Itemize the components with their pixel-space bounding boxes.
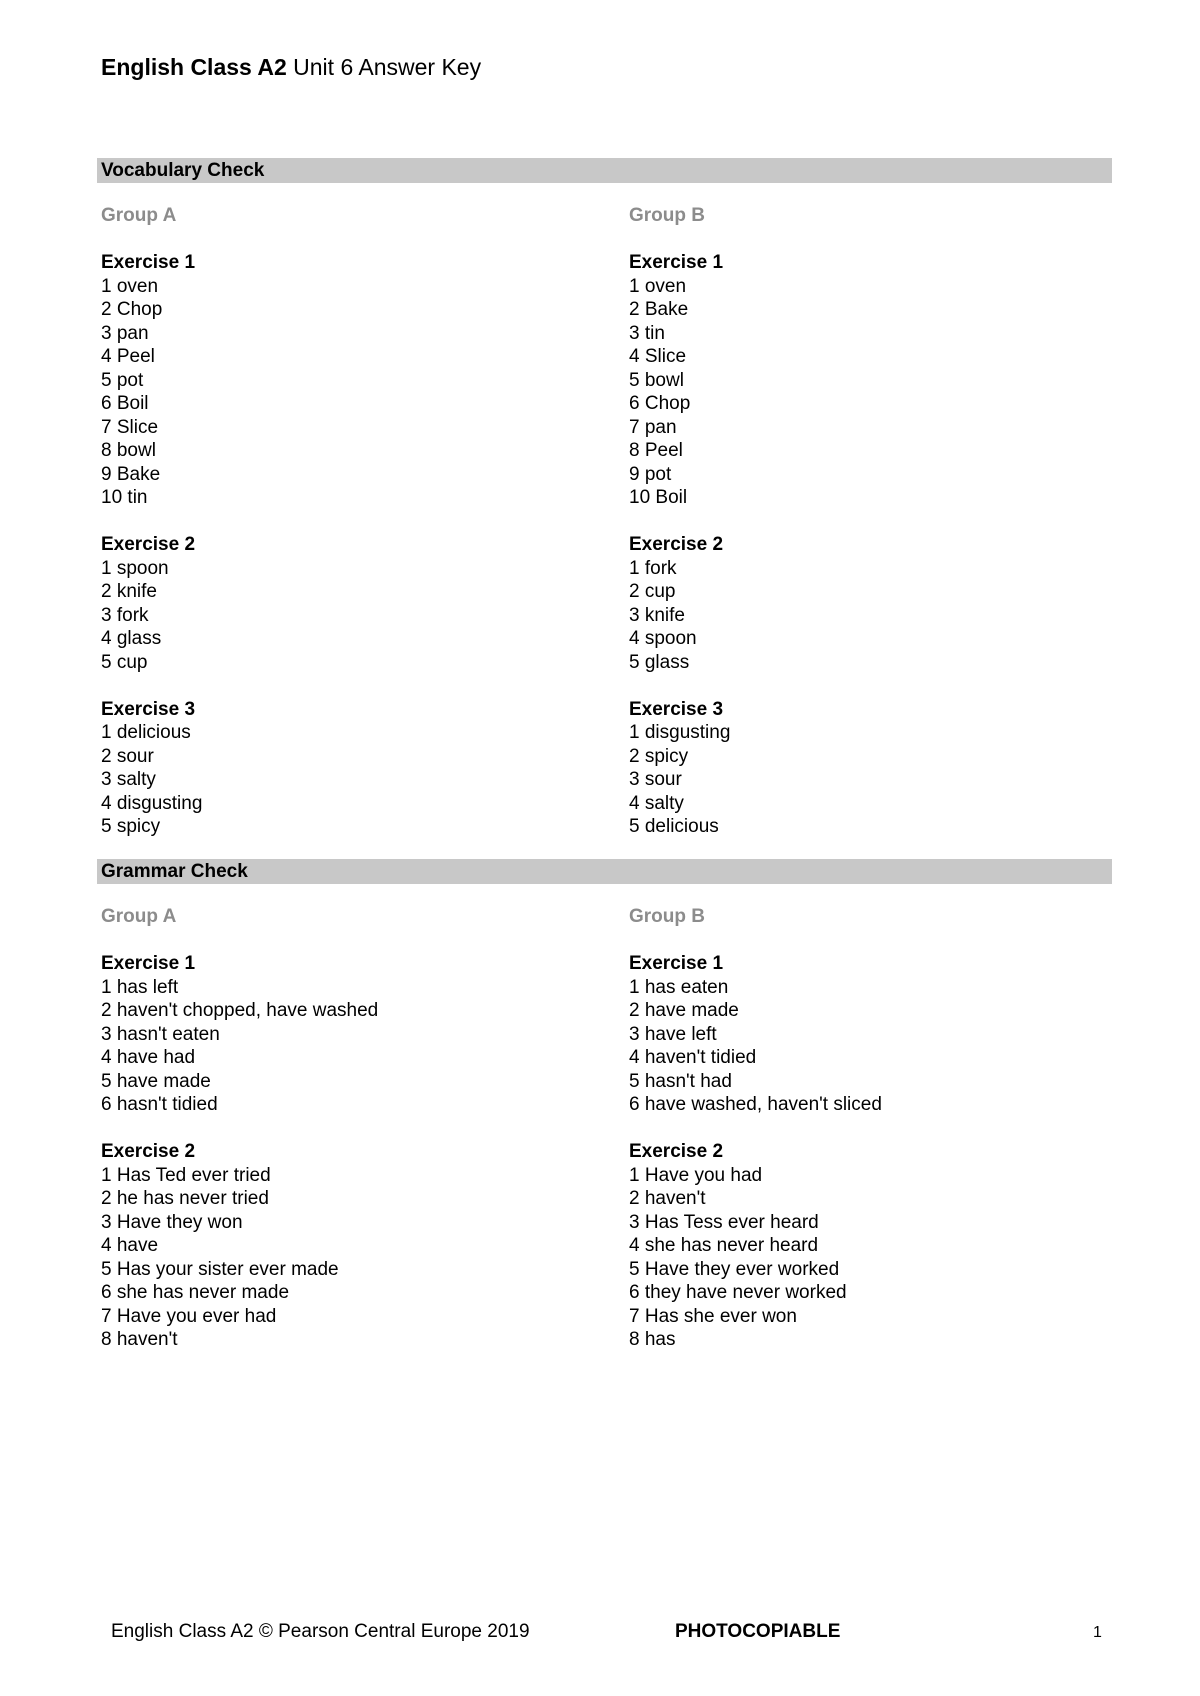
answer-item: 9 pot [629, 463, 672, 485]
answer-item: 5 have made [101, 1070, 211, 1092]
answer-item: 3 fork [101, 604, 149, 626]
answer-item: 5 glass [629, 651, 690, 673]
page-number: 1 [1093, 1624, 1102, 1641]
answer-item: 3 tin [629, 322, 665, 344]
answer-item: 2 haven't [629, 1188, 706, 1209]
group-label: Group B [629, 906, 705, 927]
answer-item: 3 Have they won [101, 1211, 243, 1233]
answer-item: 5 delicious [629, 816, 719, 837]
grammar-heading: Grammar Check [97, 859, 1112, 884]
exercise-block [629, 952, 882, 1117]
answer-item: 4 salty [629, 792, 684, 814]
answer-item: 10 Boil [629, 487, 688, 508]
answer-item: 8 Peel [629, 440, 683, 461]
answer-item: 10 tin [101, 487, 148, 508]
footer-copyright: English Class A2 © Pearson Central Europe 2019 [111, 1621, 530, 1642]
answer-item: 4 Slice [629, 346, 687, 367]
answer-item: 6 Chop [629, 393, 691, 414]
answer-item: 4 have [101, 1235, 159, 1256]
answer-item: 4 spoon [629, 628, 697, 649]
answer-item: 7 Have you ever had [101, 1305, 277, 1327]
exercise-block [629, 251, 730, 510]
exercise-title: Exercise 2 [629, 1141, 724, 1162]
answer-item: 5 cup [101, 651, 148, 673]
answer-item: 6 Boil [101, 393, 149, 414]
answer-item: 7 pan [629, 416, 677, 438]
answer-item: 5 Has your sister ever made [101, 1258, 339, 1280]
exercise-block [101, 533, 202, 674]
answer-item: 2 he has never tried [101, 1188, 269, 1209]
answer-item: 6 she has never made [101, 1282, 290, 1303]
exercise-title: Exercise 1 [629, 252, 724, 273]
answer-item: 1 has eaten [629, 976, 729, 998]
answer-item: 7 Has she ever won [629, 1305, 797, 1327]
answer-item: 1 oven [101, 275, 159, 297]
exercise-block [101, 1140, 378, 1352]
answer-item: 5 hasn't had [629, 1070, 732, 1092]
exercise-title: Exercise 3 [101, 698, 196, 720]
grammar-group-a [101, 905, 378, 1375]
group-label: Group B [629, 205, 705, 226]
answer-item: 1 fork [629, 557, 677, 579]
answer-item: 2 cup [629, 581, 676, 602]
exercise-title: Exercise 3 [629, 698, 724, 720]
exercise-title: Exercise 2 [101, 1141, 196, 1162]
answer-item: 6 have washed, haven't sliced [629, 1094, 882, 1115]
answer-item: 6 hasn't tidied [101, 1094, 218, 1115]
title-rest: Unit 6 Answer Key [286, 54, 482, 80]
answer-item: 7 Slice [101, 416, 159, 438]
answer-item: 1 Has Ted ever tried [101, 1164, 271, 1186]
exercise-block [101, 952, 378, 1117]
group-label: Group A [101, 906, 177, 927]
page-title [101, 54, 481, 81]
exercise-block [101, 251, 202, 510]
exercise-block [629, 1140, 882, 1352]
answer-item: 3 have left [629, 1023, 717, 1045]
answer-item: 1 has left [101, 976, 179, 998]
answer-item: 1 disgusting [629, 722, 731, 743]
answer-item: 2 knife [101, 581, 157, 602]
answer-item: 1 delicious [101, 722, 191, 743]
answer-item: 4 have had [101, 1047, 196, 1068]
answer-item: 2 have made [629, 1000, 739, 1021]
answer-item: 8 has [629, 1329, 676, 1350]
exercise-block [629, 533, 730, 674]
vocabulary-group-b [629, 204, 730, 862]
exercise-title: Exercise 1 [101, 252, 196, 273]
answer-item: 3 salty [101, 769, 156, 790]
answer-item: 4 haven't tidied [629, 1047, 757, 1068]
exercise-title: Exercise 1 [101, 953, 196, 974]
answer-item: 6 they have never worked [629, 1282, 847, 1303]
answer-item: 5 pot [101, 369, 144, 391]
answer-item: 4 Peel [101, 346, 155, 367]
answer-item: 1 oven [629, 275, 687, 297]
answer-item: 2 Chop [101, 299, 163, 320]
answer-item: 8 haven't [101, 1329, 178, 1350]
answer-item: 2 Bake [629, 299, 689, 320]
answer-item: 3 sour [629, 769, 682, 790]
answer-item: 4 glass [101, 628, 162, 649]
title-bold: English Class A2 [101, 54, 287, 80]
grammar-group-b [629, 905, 882, 1375]
answer-item: 8 bowl [101, 440, 156, 461]
exercise-title: Exercise 1 [629, 953, 724, 974]
answer-item: 3 Has Tess ever heard [629, 1211, 819, 1233]
answer-item: 5 bowl [629, 369, 684, 391]
exercise-title: Exercise 2 [101, 534, 196, 555]
answer-item: 3 knife [629, 604, 685, 626]
vocabulary-heading: Vocabulary Check [97, 158, 1112, 183]
answer-item: 4 disgusting [101, 792, 203, 814]
exercise-block [101, 698, 202, 839]
answer-item: 2 haven't chopped, have washed [101, 1000, 379, 1021]
answer-item: 1 Have you had [629, 1164, 763, 1186]
answer-item: 5 Have they ever worked [629, 1258, 840, 1280]
answer-item: 9 Bake [101, 463, 161, 485]
answer-item: 4 she has never heard [629, 1235, 819, 1256]
vocabulary-group-a [101, 204, 202, 862]
group-label: Group A [101, 205, 177, 226]
answer-item: 2 spicy [629, 745, 689, 767]
answer-item: 3 pan [101, 322, 149, 344]
footer-photocopiable: PHOTOCOPIABLE [675, 1621, 841, 1642]
exercise-title: Exercise 2 [629, 534, 724, 555]
answer-item: 3 hasn't eaten [101, 1023, 220, 1045]
answer-item: 5 spicy [101, 816, 161, 837]
exercise-block [629, 698, 730, 839]
answer-item: 1 spoon [101, 557, 169, 579]
answer-item: 2 sour [101, 745, 154, 767]
